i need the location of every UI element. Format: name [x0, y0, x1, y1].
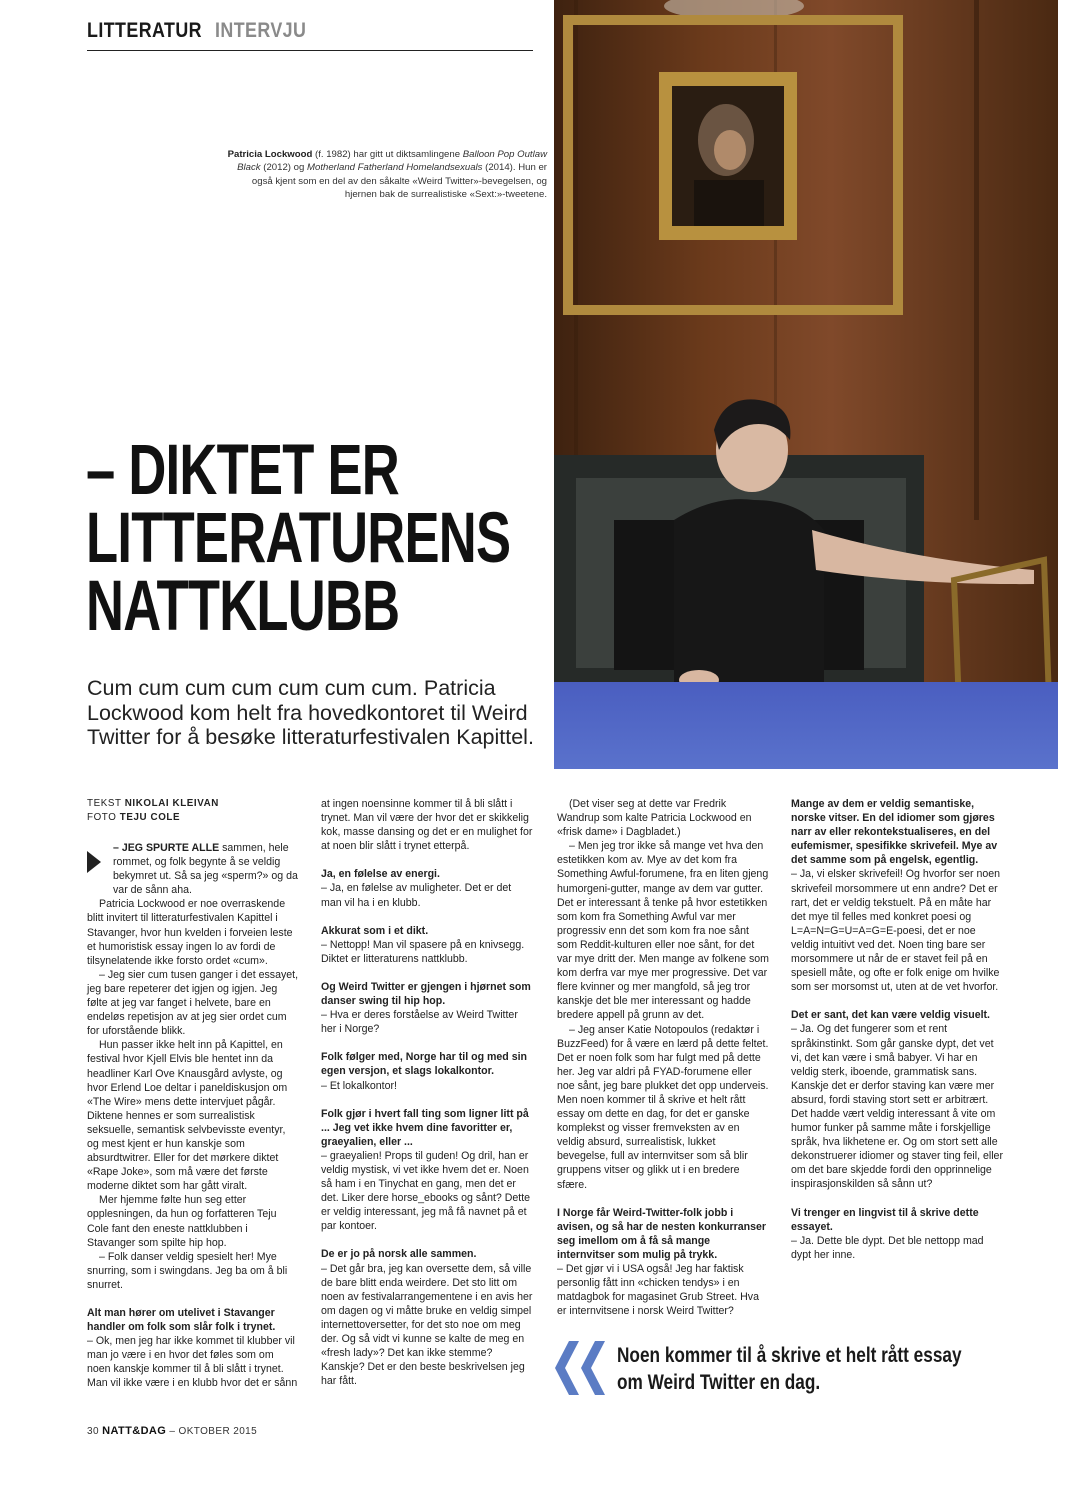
byline — [87, 797, 307, 825]
page-footer — [87, 1425, 257, 1437]
pull-quote-line-2: om Weird Twitter en dag. — [617, 1371, 821, 1394]
photo-caption — [225, 148, 547, 201]
quote-mark-icon — [555, 1341, 607, 1395]
lead-in: – JEG SPURTE ALLE — [113, 842, 220, 854]
caption-book-1: Balloon Pop Outlaw Black — [237, 149, 547, 174]
photo-illustration — [554, 0, 1058, 769]
paragraph: (Det viser seg at dette var Fredrik Wandrup som kalte Patricia Lockwood en «frisk dame» i Dagbladet.) — [557, 798, 752, 839]
portrait-photo — [554, 0, 1058, 769]
question: Og Weird Twitter er gjengen i hjørnet som danser swing til hip hop. — [321, 980, 531, 1008]
headline — [86, 431, 556, 646]
question: I Norge får Weird-Twitter-folk jobb i avisen, og så har de nesten konkurranser seg imellom om å få så mange internvitser som mulig på trykk. — [557, 1206, 767, 1261]
body-column-1 — [87, 841, 299, 1391]
paragraph: – Men jeg tror ikke så mange vet hva den estetikken kom av. Mye av det kom fra Something Awful-forumene, fra en liten gjeng humorgeni-gutter, mange av dem var gutter. Det er interessant å tenke på hvor estetikken som kom fra Something Awful var mer progressiv enn det som kom fra noe sånt som Reddit-kulturen eller noe sånt, for det var mye dritt der. Men mange av folkene som kom derfra var mye mer progressive. Det var flere kvinner og mer mangfold, så jeg tror kanskje det ble mer interessant og hadde bredere appell på grunn av det. — [557, 840, 769, 1022]
section-label: LITTERATUR — [87, 19, 202, 42]
author-name: NIKOLAI KLEIVAN — [124, 798, 219, 809]
photo-label: FOTO — [87, 812, 120, 823]
answer: – Det går bra, jeg kan oversette dem, så ville de bare blitt enda weirdere. Det sto litt om noen av festivalarrangementene i en avis her om dagen og vi måtte bruke en veldig simpel internettoversetter, for det sto noe om meg der. Og så vidt vi kunne se kalte de meg en «fresh lady»? Det kan ikke stemme? Kanskje? Det er den beste beskrivelsen jeg har fått. — [321, 1262, 533, 1388]
body-column-3 — [557, 797, 769, 1318]
page-number: 30 — [87, 1426, 99, 1437]
pull-quote-line-1: Noen kommer til å skrive et helt rått essay — [617, 1344, 962, 1367]
paragraph: Mer hjemme følte hun seg etter opplesningen, da hun og forfatteren Teju Cole fant den eneste nattklubben i Stavanger som spilte hip hop. — [87, 1194, 277, 1249]
answer: – Hva er deres forståelse av Weird Twitter her i Norge? — [321, 1009, 518, 1036]
photographer-name: TEJU COLE — [119, 812, 181, 823]
brand-logo: NATT&DAG — [102, 1425, 167, 1437]
paragraph: sammen, hele rommet, og folk begynte å se veldig bekymret ut. Så sa jeg «sperm?» og da var de sånn aha. — [113, 842, 298, 897]
question: De er jo på norsk alle sammen. — [321, 1248, 477, 1261]
paragraph: Patricia Lockwood er noe overraskende blitt invitert til litteraturfestivalen Kapittel i Stavanger, hvor hun kvelden i forveien leste et humoristisk essay ingen lo av fordi de tilsynelatende ikke forsto ordet «cum». — [87, 898, 293, 967]
headline-line-3: NATTKLUBB — [86, 567, 400, 646]
caption-text: (2012) og — [260, 162, 308, 174]
question: Folk gjør i hvert fall ting som ligner litt på ... Jeg vet ikke hvem dine favoritter er, graeyalien, eller ... — [321, 1107, 529, 1148]
question: Det er sant, det kan være veldig visuelt. — [791, 1009, 991, 1022]
caption-text: (2014). Hun er også kjent som en del av den såkalte «Weird Twitter»-bevegelsen, og hjernen bak de surrealistiske «Sext:»-tweetene. — [251, 162, 547, 200]
question: Alt man hører om utelivet i Stavanger handler om folk som slår folk i trynet. — [87, 1307, 276, 1334]
paragraph: at ingen noensinne kommer til å bli slått i trynet. Man vil være der hvor det er skikkelig kok, masse dansing og det er en mulighet for at noen blir slått i trynet etterpå. — [321, 798, 533, 853]
answer: – Ja, en følelse av muligheter. Det er det man vil ha i en klubb. — [321, 882, 512, 909]
question: Ja, en følelse av energi. — [321, 868, 440, 881]
section-header — [87, 14, 533, 51]
answer: – Ok, men jeg har ikke kommet til klubber vil man jo være i en hvor det føles som om noen kanskje kommer til å bli slått i trynet. Man vil ikke være i en klubb hvor det er sånn — [87, 1335, 298, 1390]
caption-book-2: Motherland Fatherland Homelandsexuals — [307, 162, 483, 174]
headline-line-1: – DIKTET ER — [86, 431, 399, 510]
answer: – Ja. Og det fungerer som et rent språkinstinkt. Som går ganske dypt, det vet vi, det kan være i små babyer. Vi har en veldig sterk, iboende, grammatisk sans. Kanskje det er derfor staving kan være mer absurd, fordi staving stort sett er arbitrært. Det hadde vært veldig interessant å vite om humor funker på samme måte i forskjellige språk, hva likhetene er. Og om stort sett alle dekonstruerer idiomer og staver ting feil, eller om det bare skjedde fordi den opprinnelige inspirasjonskilden så sånn ut? — [791, 1023, 1003, 1191]
paragraph: – Jeg sier cum tusen ganger i det essayet, jeg bare repeterer det igjen og igjen. Jeg følte at jeg var fanget i helvete, bare en endeløs repetisjon av at jeg sier ordet cum for uforstående blikk. — [87, 968, 299, 1038]
caption-name: Patricia Lockwood — [227, 149, 313, 160]
caption-text: (f. 1982) har gitt ut diktsamlingene — [312, 149, 463, 160]
ingress: Cum cum cum cum cum cum cum. Patricia Lockwood kom helt fra hovedkontoret til Weird Twitter for å besøke litteraturfestivalen Kapittel. — [87, 676, 534, 749]
question: Vi trenger en lingvist til å skrive dette essayet. — [791, 1206, 979, 1233]
body-column-4 — [791, 797, 1003, 1262]
question: Mange av dem er veldig semantiske, norske vitser. En del idiomer som gjøres narr av eller rekontekstualiseres, en del eufemismer, spesifikke skrivefeil. Mye av det samme som på engelsk, egentlig. — [791, 798, 998, 867]
answer: – Det gjør vi i USA også! Jeg har faktisk personlig fått inn «chicken tendys» i en matdagbok for magasinet Grub Street. Hva er internvitsene i norsk Weird Twitter? — [557, 1263, 759, 1318]
answer: – Nettopp! Man vil spasere på en knivsegg. Diktet er litteraturens nattklubb. — [321, 938, 525, 965]
answer: – graeyalien! Props til guden! Og dril, han er veldig mystisk, vi vet ikke hvem det er. Noen så ham i en Tinychat en gang, men det er det. Liker dere horse_ebooks og sånt? Dette er veldig interessant, jeg må få navnet på et par kontoer. — [321, 1149, 531, 1233]
paragraph: – Jeg anser Katie Notopoulos (redaktør i BuzzFeed) for å være en lærd på dette feltet. Det er noen folk som har fulgt med på dette her. Jeg var aldri på FYAD-forumene eller noe sånt, jeg bare plukket det opp underveis. Men noen kommer til å skrive et helt rått essay om dette en dag, for det er ganske komplekst og visser fremveksten av en veldig absurd, surrealistisk, lukket bevegelse, full av internvitser som så blir gruppens vitser og glikk ut i en bredere sfære. — [557, 1023, 769, 1191]
subsection-label: INTERVJU — [215, 19, 307, 42]
paragraph: Hun passer ikke helt inn på Kapittel, en festival hvor Kjell Elvis ble hentet inn da headliner Karl Ove Knausgård avlyste, og hvor Erlend Loe deltar i paneldiskusjon om «The Wire» mens dette intervjuet pågår. Diktene hennes er som surrealistisk seksuelle, semantisk selvbevisste eventyr, og mest kjent er hun kanskje som absurdtwitrer. Eller for det mørkere diktet «Rape Joke», som må være det første moderne diktet som har gått viralt. — [87, 1039, 288, 1193]
headline-line-2: LITTERATURENS — [86, 499, 511, 578]
question: Folk følger med, Norge har til og med sin egen versjon, et slags lokalkontor. — [321, 1051, 528, 1078]
pull-quote — [617, 1342, 1057, 1396]
answer: – Ja. Dette ble dypt. Det ble nettopp mad dypt her inne. — [791, 1234, 984, 1261]
answer: – Et lokalkontor! — [321, 1079, 397, 1092]
question: Akkurat som i et dikt. — [321, 924, 429, 937]
body-column-2 — [321, 797, 533, 1388]
text-label: TEKST — [87, 798, 125, 809]
paragraph: – Folk danser veldig spesielt her! Mye snurring, som i swingdans. Jeg ba om å bli snurret. — [87, 1250, 288, 1291]
issue-date: – OKTOBER 2015 — [166, 1426, 258, 1437]
answer: – Ja, vi elsker skrivefeil! Og hvorfor ser noen skrivefeil morsommere ut enn andre? Det er rart, det er veldig tekstuelt. På en måte har det mye til felles med konkret poesi og L=A=N=G=U=A=G=E-poesi, det er noe veldig intuitivt ved det. Noen ting bare ser morsommere ut når de er stavet feil på en spesiell måte, og ofte er folk enige om hvilke som ser morsomst ut, uten at de vet hvorfor. — [791, 868, 1001, 994]
